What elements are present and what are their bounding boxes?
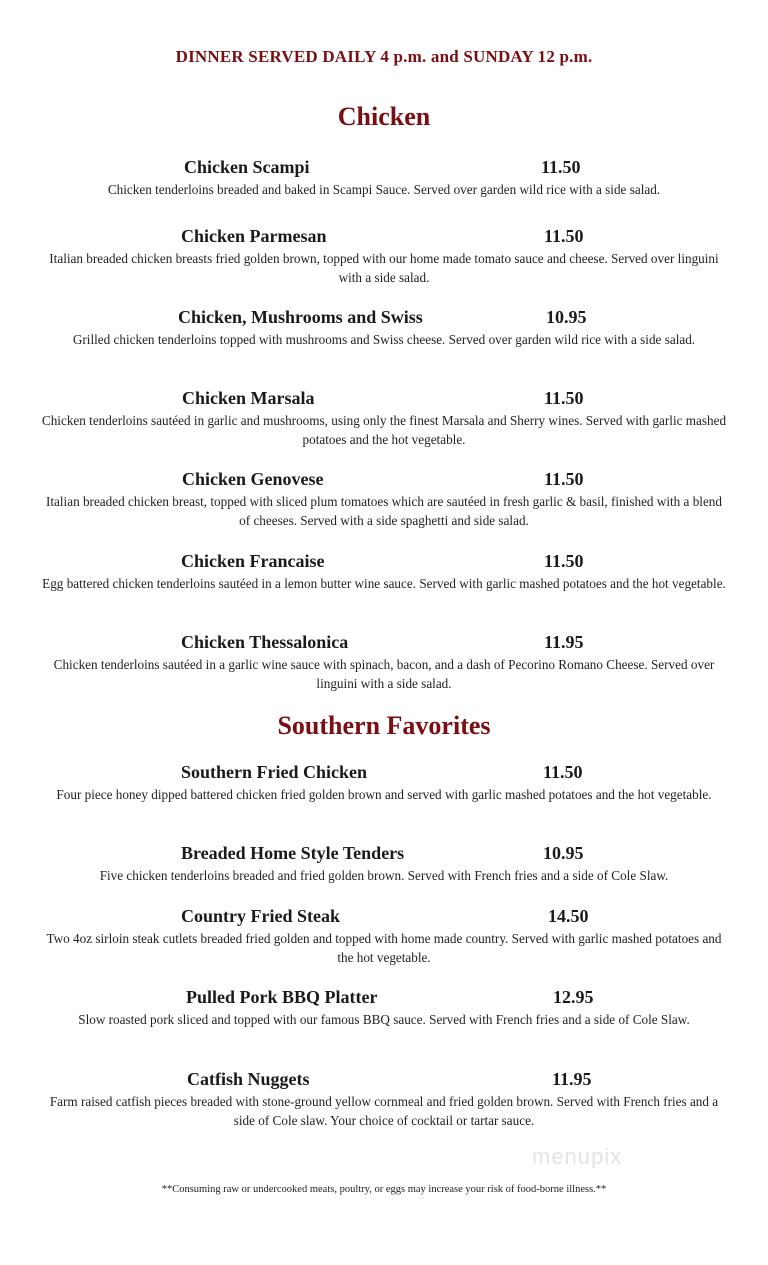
- item-description: Chicken tenderloins sautéed in a garlic wine sauce with spinach, bacon, and a dash of Pecorino Romano Cheese. Served over linguini with a side salad.: [53, 657, 715, 691]
- item-name: Chicken Thessalonica: [181, 632, 349, 652]
- food-safety-disclaimer: **Consuming raw or undercooked meats, poultry, or eggs may increase your risk of food-borne illness.**: [161, 1184, 607, 1195]
- section-title-southern-favorites: Southern Favorites: [277, 711, 491, 740]
- item-description: Italian breaded chicken breast, topped with sliced plum tomatoes which are sautéed in fresh garlic & basil, finished with a blend of cheeses. Served with a side spaghetti and side salad.: [45, 494, 722, 528]
- service-hours: DINNER SERVED DAILY 4 p.m. and SUNDAY 12 p.m.: [175, 47, 593, 66]
- item-name: Catfish Nuggets: [187, 1069, 310, 1089]
- item-description: Grilled chicken tenderloins topped with mushrooms and Swiss cheese. Served over garden wild rice with a side salad.: [72, 332, 696, 347]
- item-description: Two 4oz sirloin steak cutlets breaded fried golden and topped with home made country. Served with garlic mashed potatoes and the hot vegetable.: [46, 931, 722, 965]
- item-price: 11.50: [544, 226, 584, 246]
- item-price: 10.95: [543, 843, 584, 863]
- item-price: 11.95: [552, 1069, 592, 1089]
- item-price: 11.50: [543, 762, 583, 782]
- item-name: Southern Fried Chicken: [181, 762, 368, 782]
- item-price: 11.50: [541, 157, 581, 177]
- item-price: 12.95: [553, 987, 594, 1007]
- item-price: 11.50: [544, 551, 584, 571]
- item-name: Pulled Pork BBQ Platter: [186, 987, 378, 1007]
- item-name: Chicken Francaise: [181, 551, 325, 571]
- menu-item: [40, 1069, 728, 1130]
- menu-item: [40, 632, 728, 693]
- menu-item: [40, 987, 728, 1030]
- item-description: Chicken tenderloins breaded and baked in Scampi Sauce. Served over garden wild rice with a side salad.: [107, 182, 661, 197]
- item-name: Chicken Genovese: [182, 469, 324, 489]
- item-name: Country Fried Steak: [181, 906, 340, 926]
- menu-item: [40, 226, 728, 287]
- item-price: 11.50: [544, 469, 584, 489]
- menu-item: [40, 157, 728, 200]
- menu-item: [40, 762, 728, 805]
- item-name: Chicken Scampi: [184, 157, 310, 177]
- item-name: Breaded Home Style Tenders: [181, 843, 405, 863]
- menu-item: [40, 551, 728, 594]
- watermark-logo: menupix: [532, 1144, 623, 1169]
- item-price: 14.50: [548, 906, 589, 926]
- menu-item: [40, 843, 728, 886]
- item-name: Chicken Marsala: [182, 388, 315, 408]
- item-description: Egg battered chicken tenderloins sautéed in a lemon butter wine sauce. Served with garlic mashed potatoes and the hot vegetable.: [42, 576, 726, 591]
- menu-item: [40, 388, 728, 449]
- item-price: 10.95: [546, 307, 587, 327]
- item-description: Farm raised catfish pieces breaded with stone-ground yellow cornmeal and fried golden brown. Served with French fries and a side of Cole slaw. Your choice of cocktail or tartar sauce.: [49, 1094, 719, 1128]
- menu-item: [40, 906, 728, 967]
- menu-item: [40, 307, 728, 350]
- section-title-chicken: Chicken: [337, 102, 431, 131]
- item-description: Five chicken tenderloins breaded and fried golden brown. Served with French fries and a side of Cole Slaw.: [99, 868, 669, 883]
- item-description: Italian breaded chicken breasts fried golden brown, topped with our home made tomato sauce and cheese. Served over linguini with a side salad.: [49, 251, 719, 285]
- item-description: Slow roasted pork sliced and topped with our famous BBQ sauce. Served with French fries and a side of Cole Slaw.: [78, 1012, 690, 1027]
- item-description: Four piece honey dipped battered chicken fried golden brown and served with garlic mashed potatoes and the hot vegetable.: [56, 787, 712, 802]
- menu-item: [40, 469, 728, 530]
- item-price: 11.95: [544, 632, 584, 652]
- item-description: Chicken tenderloins sautéed in garlic and mushrooms, using only the finest Marsala and Sherry wines. Served with garlic mashed potatoes and the hot vegetable.: [41, 413, 727, 447]
- item-price: 11.50: [544, 388, 584, 408]
- item-name: Chicken Parmesan: [181, 226, 327, 246]
- item-name: Chicken, Mushrooms and Swiss: [178, 307, 423, 327]
